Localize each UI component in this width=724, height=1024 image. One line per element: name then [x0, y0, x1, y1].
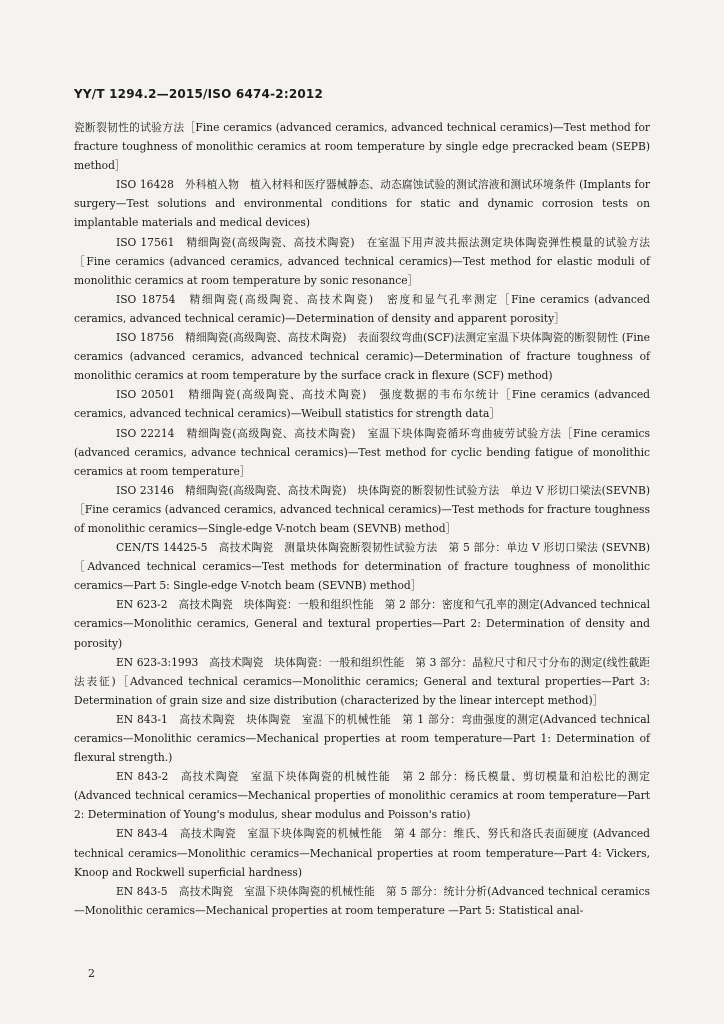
reference-paragraph-5: ISO 20501 精细陶瓷(高级陶瓷、高技术陶瓷) 强度数据的韦布尔统计［Fine ceramics (advanced ceramics, advanced technical ceramics)—Weibull statistics for strength data］: [74, 388, 650, 421]
reference-paragraph-7: ISO 23146 精细陶瓷(高级陶瓷、高技术陶瓷) 块体陶瓷的断裂韧性试验方法 单边 V 形切口梁法(SEVNB)［Fine ceramics (advanced ceramics, advanced technical ceramics)—Test methods for fracture toughness of monolithic ceramics—Single-edge V-notch beam (SEVNB) method］: [74, 483, 650, 535]
reference-paragraph-1: ISO 16428 外科植入物 植入材料和医疗器械静态、动态腐蚀试验的测试溶液和测试环境条件 (Implants for surgery—Test solutions and environmental conditions for static and dynamic corrosion tests on implantable materials and medical devices): [74, 178, 650, 230]
page-number: 2: [88, 967, 95, 980]
reference-paragraph-2: ISO 17561 精细陶瓷(高级陶瓷、高技术陶瓷) 在室温下用声波共振法测定块体陶瓷弹性模量的试验方法［Fine ceramics (advanced ceramics, advanced technical ceramics)—Test method for elastic moduli of monolithic ceramics at room temperature by sonic resonance］: [74, 235, 650, 287]
reference-paragraph-8: CEN/TS 14425-5 高技术陶瓷 测量块体陶瓷断裂韧性试验方法 第 5 部分：单边 V 形切口梁法 (SEVNB)［Advanced technical ceramics—Test methods for determination of fracture toughness of monolithic ceramics—Part 5: Single-edge V-notch beam (SEVNB) method］: [74, 541, 650, 593]
reference-list: [74, 118, 650, 920]
reference-paragraph-11: EN 843-1 高技术陶瓷 块体陶瓷 室温下的机械性能 第 1 部分：弯曲强度的测定(Advanced technical ceramics—Monolithic ceramics—Mechanical properties at room temperature—Part 1: Determination of flexural strength.): [74, 712, 650, 765]
reference-paragraph-12: EN 843-2 高技术陶瓷 室温下块体陶瓷的机械性能 第 2 部分：杨氏模量、剪切模量和泊松比的测定(Advanced technical ceramics—Mechanical properties of monolithic ceramics at room temperature—Part 2: Determination of Young's modulus, shear modulus and Poisson's ratio): [74, 770, 650, 822]
reference-paragraph-6: ISO 22214 精细陶瓷(高级陶瓷、高技术陶瓷) 室温下块体陶瓷循环弯曲疲劳试验方法［Fine ceramics (advanced ceramics, advance technical ceramics)—Test method for cyclic bending fatigue of monolithic ceramics at room temperature］: [74, 426, 650, 478]
reference-paragraph-0: 瓷断裂韧性的试验方法［Fine ceramics (advanced ceramics, advanced technical ceramics)—Test method for fracture toughness of monolithic ceramics at room temperature by single edge precracked beam (SEPB) method］: [74, 121, 650, 173]
reference-paragraph-14: EN 843-5 高技术陶瓷 室温下块体陶瓷的机械性能 第 5 部分：统计分析(Advanced technical ceramics—Monolithic ceramics—Mechanical properties at room temperature —Part 5: Statistical anal-: [74, 884, 650, 917]
standard-header: YY/T 1294.2—2015/ISO 6474-2:2012: [74, 87, 324, 101]
reference-paragraph-9: EN 623-2 高技术陶瓷 块体陶瓷：一般和组织性能 第 2 部分：密度和气孔率的测定(Advanced technical ceramics—Monolithic ceramics, General and textural properties—Part 2: Determination of density and porosity): [74, 598, 650, 650]
reference-paragraph-13: EN 843-4 高技术陶瓷 室温下块体陶瓷的机械性能 第 4 部分：维氏、努氏和洛氏表面硬度 (Advanced technical ceramics—Monolithic ceramics—Mechanical properties at room temperature—Part 4: Vickers, Knoop and Rockwell superficial hardness): [74, 827, 650, 879]
reference-paragraph-3: ISO 18754 精细陶瓷(高级陶瓷、高技术陶瓷) 密度和显气孔率测定［Fine ceramics (advanced ceramics, advanced technical ceramic)—Determination of density and apparent porosity］: [74, 292, 650, 325]
reference-paragraph-4: ISO 18756 精细陶瓷(高级陶瓷、高技术陶瓷) 表面裂纹弯曲(SCF)法测定室温下块体陶瓷的断裂韧性 (Fine ceramics (advanced ceramics, advanced technical ceramic)—Determination of fracture toughness of monolithic ceramics at room temperature by the surface crack in flexure (SCF) method): [74, 331, 650, 383]
reference-paragraph-10: EN 623-3:1993 高技术陶瓷 块体陶瓷：一般和组织性能 第 3 部分：晶粒尺寸和尺寸分布的测定(线性截距法表征)［Advanced technical ceramics—Monolithic ceramics; General and textural properties—Part 3: Determination of grain size and size distribution (characterized by the linear intercept method)］: [74, 655, 650, 707]
